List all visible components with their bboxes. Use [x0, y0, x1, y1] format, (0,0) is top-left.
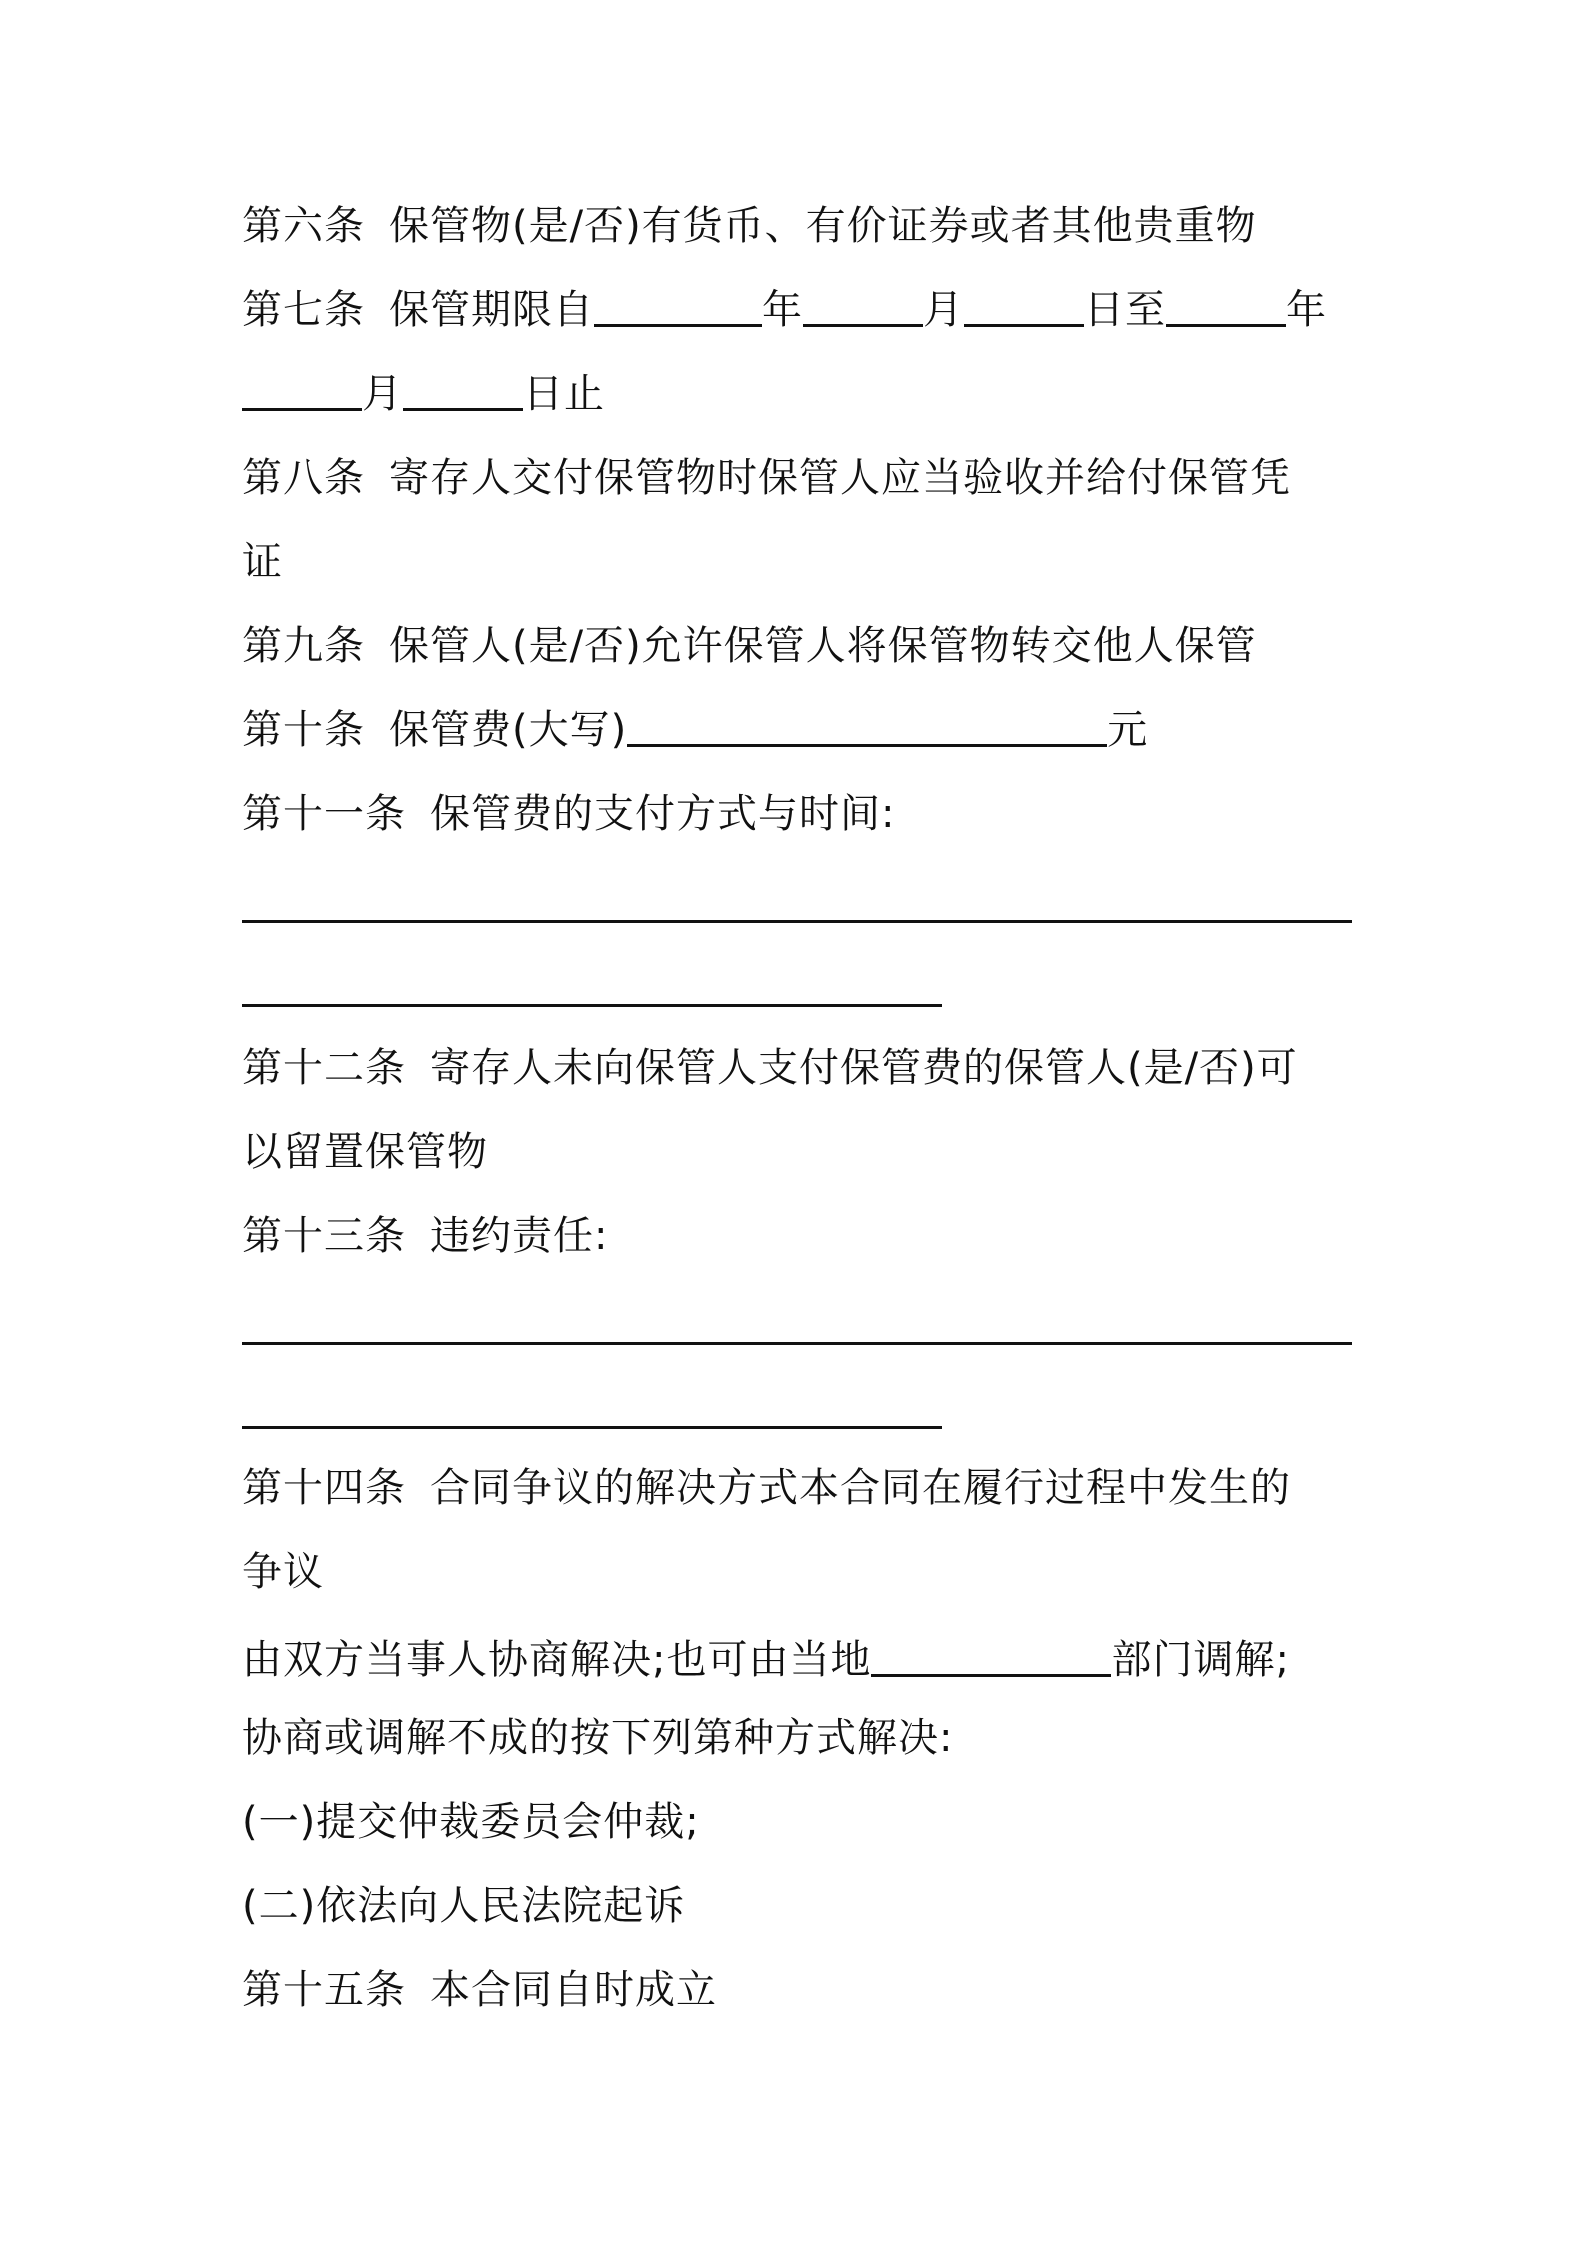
article-text: 违约责任:: [430, 1213, 609, 1259]
article-14-option-2: [242, 1880, 1362, 1932]
blank-end-year[interactable]: [1166, 290, 1286, 327]
article-text: 寄存人交付保管物时保管人应当验收并给付保管凭: [389, 455, 1291, 501]
article-11-blank-line-1: [242, 880, 1362, 932]
article-9: [242, 620, 1362, 672]
article-text: 保管期限自: [389, 287, 594, 333]
article-8-continued: [242, 536, 1362, 588]
article-number: 第十二条: [242, 1045, 406, 1091]
blank-payment-method-2[interactable]: [242, 970, 942, 1007]
article-12: [242, 1042, 1362, 1094]
article-number: 第七条: [242, 287, 365, 333]
article-12-continued: [242, 1126, 1362, 1178]
article-text: 由双方当事人协商解决;也可由当地: [242, 1637, 872, 1683]
article-number: 第十一条: [242, 791, 406, 837]
article-13: [242, 1210, 1362, 1262]
article-14-continued: [242, 1546, 1362, 1598]
article-13-blank-line-1: [242, 1302, 1362, 1354]
blank-start-month[interactable]: [803, 290, 923, 327]
article-text: 寄存人未向保管人支付保管费的保管人(是/否)可: [430, 1045, 1298, 1091]
article-text: 保管费的支付方式与时间:: [430, 791, 896, 837]
article-number: 第十三条: [242, 1213, 406, 1259]
blank-mediation-department[interactable]: [871, 1640, 1111, 1677]
article-number: 第八条: [242, 455, 365, 501]
article-15: [242, 1964, 1362, 2016]
article-number: 第十条: [242, 707, 365, 753]
year-label: 年: [762, 287, 803, 333]
article-14-option-1: [242, 1796, 1362, 1848]
article-7-continued: [242, 368, 1362, 420]
blank-payment-method-1[interactable]: [242, 886, 1352, 923]
article-number: 第六条: [242, 203, 365, 249]
article-number: 第十五条: [242, 1967, 406, 2013]
blank-fee-amount[interactable]: [627, 710, 1107, 747]
article-number: 第九条: [242, 623, 365, 669]
article-number: 第十四条: [242, 1465, 406, 1511]
day-to-label: 日至: [1084, 287, 1166, 333]
currency-label: 元: [1107, 707, 1149, 753]
blank-liability-1[interactable]: [242, 1308, 1352, 1345]
article-text: 保管费(大写): [389, 707, 628, 753]
article-11-blank-line-2: [242, 964, 1362, 1016]
article-text: 保管物(是/否)有货币、有价证券或者其他贵重物: [389, 203, 1257, 249]
blank-start-year[interactable]: [594, 290, 762, 327]
article-11: [242, 788, 1362, 840]
article-text: 争议: [242, 1549, 324, 1595]
article-text: 本合同自时成立: [430, 1967, 717, 2013]
article-8: [242, 452, 1362, 504]
article-14-mediation: [242, 1634, 1362, 1686]
article-13-blank-line-2: [242, 1386, 1362, 1438]
option-text: (一)提交仲裁委员会仲裁;: [242, 1799, 700, 1845]
blank-end-day[interactable]: [403, 374, 523, 411]
blank-start-day[interactable]: [964, 290, 1084, 327]
option-text: (二)依法向人民法院起诉: [242, 1883, 686, 1929]
article-text: 保管人(是/否)允许保管人将保管物转交他人保管: [389, 623, 1257, 669]
blank-liability-2[interactable]: [242, 1392, 942, 1429]
article-text: 证: [242, 539, 283, 585]
month-label: 月: [923, 287, 964, 333]
article-14-resolution: [242, 1712, 1362, 1764]
article-text: 合同争议的解决方式本合同在履行过程中发生的: [430, 1465, 1291, 1511]
month-label: 月: [362, 371, 403, 417]
year-label: 年: [1286, 287, 1327, 333]
article-text: 以留置保管物: [242, 1129, 488, 1175]
article-6: [242, 200, 1362, 252]
article-text: 协商或调解不成的按下列第种方式解决:: [242, 1715, 954, 1761]
article-14: [242, 1462, 1362, 1514]
blank-end-month[interactable]: [242, 374, 362, 411]
day-end-label: 日止: [523, 371, 605, 417]
article-text: 部门调解;: [1111, 1637, 1290, 1683]
article-7: [242, 284, 1362, 336]
article-10: [242, 704, 1362, 756]
